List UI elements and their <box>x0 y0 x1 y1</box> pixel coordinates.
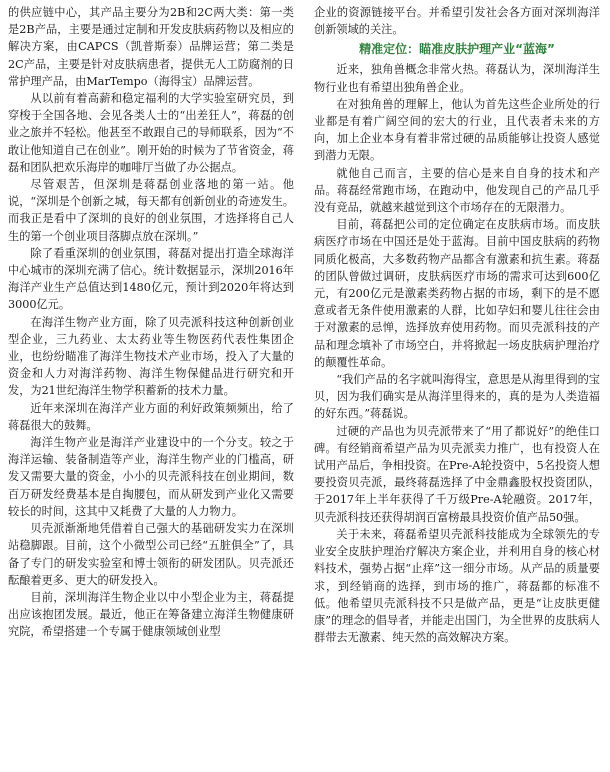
right-column <box>314 4 600 768</box>
paragraph: 过硬的产品也为贝壳派带来了“用了都说好”的绝佳口碑。有经销商希望产品为贝壳派卖力推广，也有投资人在试用产品后，争相投资。在Pre-A轮投资中，5名投资人想要投资贝壳派，最终蒋磊选择了中金鼎鑫股权投资团队，于2017年上半年获得了千万级Pre-A轮融资。2017年，贝壳派科技还获得胡润百富榜最具投资价值产品50强。 <box>314 424 600 524</box>
paragraph: 在对独角兽的理解上，他认为首先这些企业所处的行业都是有着广阔空间的宏大的行业，且代表者未来的方向，加上企业本身有着非常过硬的品质能够让投资人感觉到潜力无限。 <box>314 97 600 163</box>
paragraph: 近年来深圳在海洋产业方面的利好政策频频出，给了蒋磊很大的鼓舞。 <box>8 401 294 432</box>
paragraph: 就他自己而言，主要的信心是来自自身的技术和产品。蒋磊经常跑市场，在跑动中，他发现自己的产品几乎没有竞品，就越来越觉到这个市场存在的无限潜力。 <box>314 166 600 215</box>
paragraph: 目前，蒋磊把公司的定位确定在皮肤病市场。而皮肤病医疗市场在中国还是处于蓝海。目前中国皮肤病的药物同质化极高，大多数药物产品都含有激素和抗生素。蒋磊的团队曾做过调研，皮肤病医疗市场的需求可达到600亿元，有200亿元是激素类药物占据的市场，剩下的是不愿意或者无条件使用激素的人群，比如孕妇和婴儿往往会由于对激素的忌惮，选择放弃使用药物。而贝壳派科技的产品和理念填补了市场空白，并将掀起一场皮肤病护理治疗的颠覆性革命。 <box>314 218 600 369</box>
paragraph: 在海洋生物产业方面，除了贝壳派科技这种创新创业型企业，三九药业、太太药业等生物医药代表性集团企业，也纷纷瞄准了海洋生物技术产业市场，投入了大量的资金和人力对海洋药物、海洋生物保健品进行研究和开发，为21世纪海洋生物学积蓄新的技术力量。 <box>8 315 294 398</box>
left-column <box>8 4 294 768</box>
paragraph-continued: 的供应链中心，其产品主要分为2B和2C两大类：第一类是2B产品，主要是通过定制和开发皮肤病药物以及相应的解决方案，由CAPCS（凯普斯泰）品牌运营；第二类是2C产品，主要是针对皮肤病患者，提供无人工防腐剂的日常护理产品，由MarTempo（海得宝）品牌运营。 <box>8 6 294 88</box>
paragraph: “我们产品的名字就叫海得宝，意思是从海里得到的宝贝，因为我们确实是从海洋里得来的，真的是为人类造福的好东西。”蒋磊说。 <box>314 373 600 421</box>
paragraph: 目前，深圳海洋生物企业以中小型企业为主，蒋磊提出应该抱团发展。最近，他正在筹备建立海洋生物健康研究院，希望搭建一个专属于健康领域创业型 <box>8 590 294 639</box>
paragraph: 海洋生物产业是海洋产业建设中的一个分支。较之于海洋运输、装备制造等产业，海洋生物产业的门槛高，研发又需要大量的资金，小小的贝壳派科技在创业期间，数百万研发经费基本是自掏腰包，而从研发到产业化又需要较长的时间，这其中又耗费了大量的人力物力。 <box>8 436 294 518</box>
paragraph: 近来，独角兽概念非常火热。蒋磊认为，深圳海洋生物行业也有希望出独角兽企业。 <box>314 63 600 94</box>
paragraph-continued: 企业的资源链接平台。并希望引发社会各方面对深圳海洋创新领域的关注。 <box>314 6 600 37</box>
section-subheading: 精准定位：瞄准皮肤护理产业“蓝海” <box>359 42 555 57</box>
paragraph: 尽管艰苦，但深圳是蒋磊创业落地的第一站。他说，“深圳是个创新之城，每天都有创新创业的奇迹发生。而我正是看中了深圳的良好的创业氛围，才选择将自己人生的第一个创业项目落脚点放在深圳。” <box>8 178 294 243</box>
paragraph: 关于未来，蒋磊希望贝壳派科技能成为全球领先的专业安全皮肤护理治疗解决方案企业，并利用自身的核心材料技术，强势占据“止痒”这一细分市场。从产品的质量要求，到经销商的选择，到市场的推广，蒋磊都的标准不低。他希望贝壳派科技不只是做产品，更是“让皮肤更健康”的理念的倡导者，并能走出国门，为全世界的皮肤病人群带去无激素、纯天然的高效解决方案。 <box>314 527 600 645</box>
paragraph: 除了看重深圳的创业氛围，蒋磊对提出打造全球海洋中心城市的深圳充满了信心。统计数据显示，深圳2016年海洋产业生产总值达到1480亿元，预计到2020年将达到3000亿元。 <box>8 246 294 312</box>
paragraph: 从以前有着高薪和稳定福利的大学实验室研究员，到穿梭于全国各地、会见各类人士的“出差狂人”，蒋磊的创业之旅并不轻松。他甚至不敢跟自己的导师联系，因为“不敢让他知道自己在创业”。刚开始的时候为了节省资金，蒋磊和团队把欢乐海岸的咖啡厅当做了办公据点。 <box>8 92 294 174</box>
paragraph: 贝壳派渐渐地凭借着自己强大的基础研发实力在深圳站稳脚跟。目前，这个小微型公司已经“五脏俱全”了，具备了专门的研发实验室和博士领衔的研发团队。贝壳派还酝酿着更多、更大的研发投入。 <box>8 522 294 587</box>
